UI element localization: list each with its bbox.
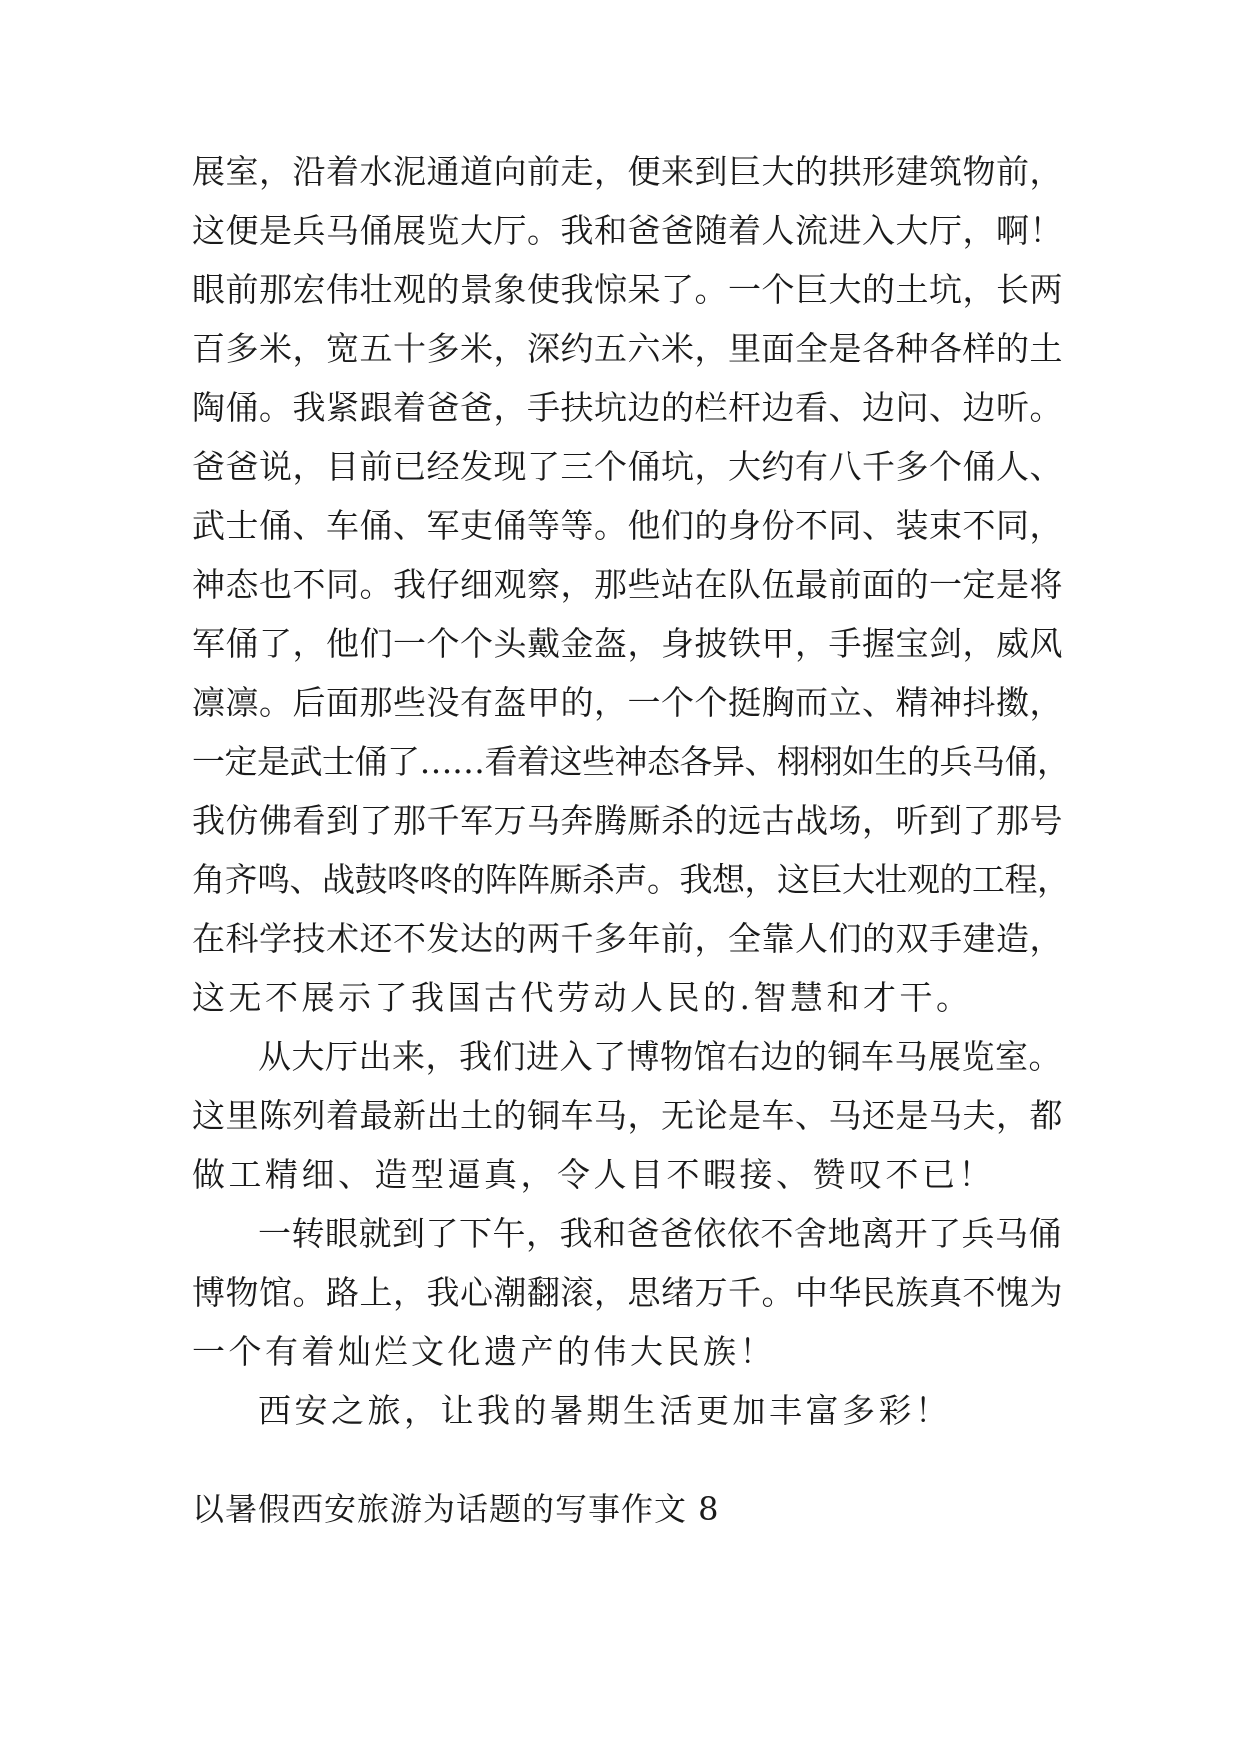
paragraph-first-line: 一转眼就到了下午，我和爸爸依依不舍地离开了兵马俑 bbox=[258, 1214, 1062, 1253]
text-line: 展室，沿着水泥通道向前走，便来到巨大的拱形建筑物前， bbox=[192, 152, 1063, 191]
text-line: 我仿佛看到了那千军万马奔腾厮杀的远古战场，听到了那号 bbox=[192, 801, 1063, 840]
text-line: 这便是兵马俑展览大厅。我和爸爸随着人流进入大厅，啊！ bbox=[192, 211, 1063, 250]
text-line: 做工精细、造型逼真，令人目不暇接、赞叹不已！ bbox=[192, 1155, 995, 1194]
text-line: 博物馆。路上，我心潮翻滚，思绪万千。中华民族真不愧为 bbox=[192, 1273, 1063, 1312]
paragraph-first-line: 西安之旅，让我的暑期生活更加丰富多彩！ bbox=[258, 1391, 952, 1430]
text-line: 百多米，宽五十多米，深约五六米，里面全是各种各样的土 bbox=[192, 329, 1063, 368]
text-line: 神态也不同。我仔细观察，那些站在队伍最前面的一定是将 bbox=[192, 565, 1063, 604]
paragraph-first-line: 从大厅出来，我们进入了博物馆右边的铜车马展览室。 bbox=[258, 1037, 1062, 1076]
text-line: 爸爸说，目前已经发现了三个俑坑，大约有八千多个俑人、 bbox=[192, 447, 1063, 486]
text-line: 这无不展示了我国古代劳动人民的.智慧和才干。 bbox=[192, 978, 973, 1017]
text-line: 武士俑、车俑、军吏俑等等。他们的身份不同、装束不同， bbox=[192, 506, 1063, 545]
text-line: 这里陈列着最新出土的铜车马，无论是车、马还是马夫，都 bbox=[192, 1096, 1063, 1135]
text-line: 在科学技术还不发达的两千多年前，全靠人们的双手建造， bbox=[192, 919, 1063, 958]
section-heading: 以暑假西安旅游为话题的写事作文 8 bbox=[192, 1490, 720, 1528]
text-line: 军俑了，他们一个个头戴金盔，身披铁甲，手握宝剑，威风 bbox=[192, 624, 1063, 663]
text-line: 一个有着灿烂文化遗产的伟大民族！ bbox=[192, 1332, 776, 1371]
text-line: 一定是武士俑了……看着这些神态各异、栩栩如生的兵马俑， bbox=[192, 742, 1070, 781]
text-line: 眼前那宏伟壮观的景象使我惊呆了。一个巨大的土坑，长两 bbox=[192, 270, 1063, 309]
text-line: 陶俑。我紧跟着爸爸，手扶坑边的栏杆边看、边问、边听。 bbox=[192, 388, 1063, 427]
text-line: 凛凛。后面那些没有盔甲的，一个个挺胸而立、精神抖擞， bbox=[192, 683, 1063, 722]
text-line: 角齐鸣、战鼓咚咚的阵阵厮杀声。我想，这巨大壮观的工程， bbox=[192, 860, 1070, 899]
